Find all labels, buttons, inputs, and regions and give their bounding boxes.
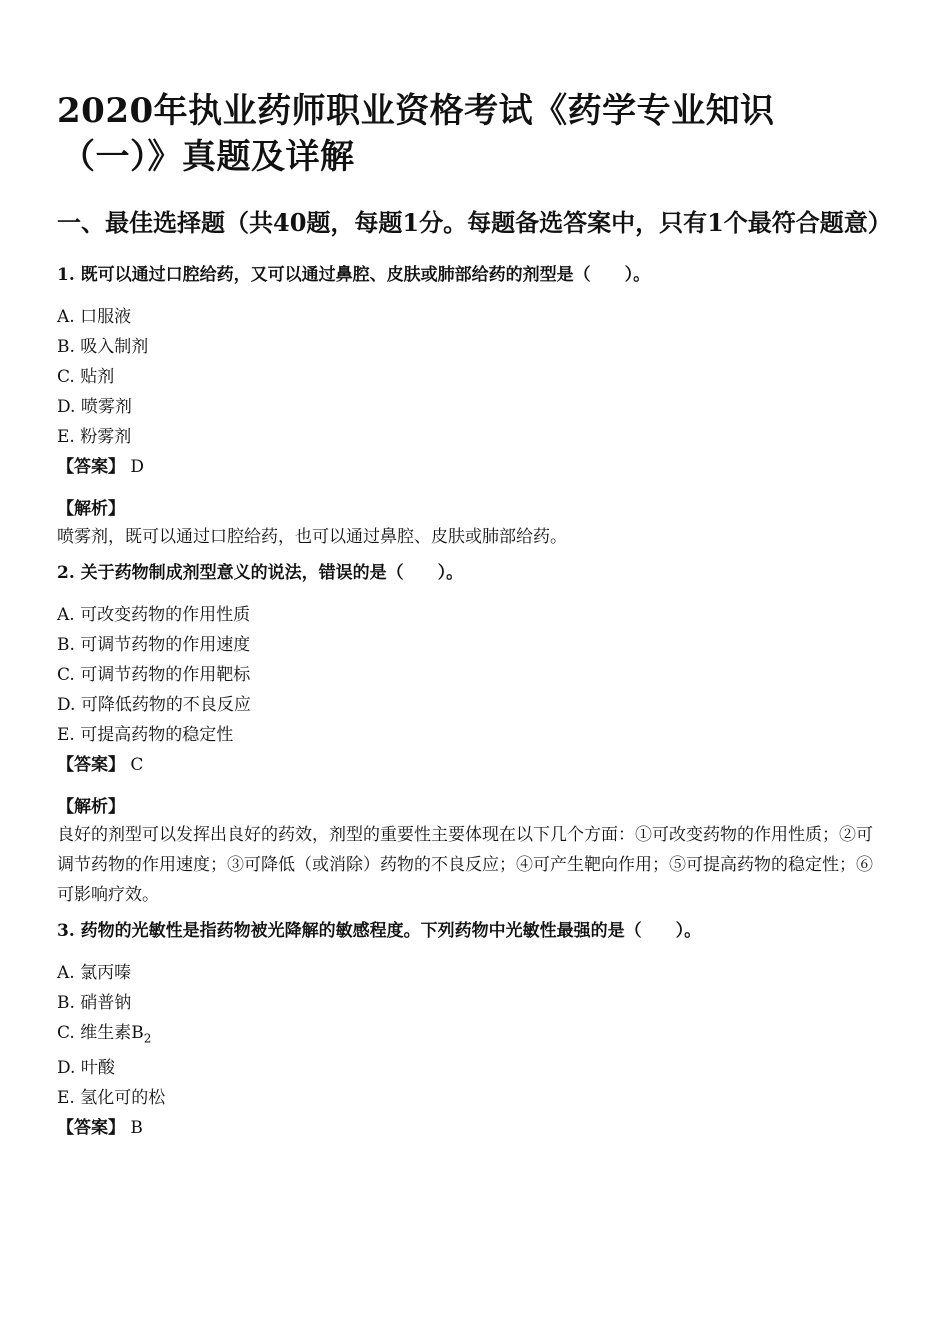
answer — [57, 452, 887, 482]
document-page — [57, 88, 892, 1157]
option-b: B. 吸入制剂 — [57, 337, 149, 357]
analysis-text: 喷雾剂，既可以通过口腔给药，也可以通过鼻腔、皮肤或肺部给药。 — [57, 527, 567, 547]
option-d: D. 喷雾剂 — [57, 397, 132, 417]
option-b: B. 可调节药物的作用速度 — [57, 635, 251, 655]
question-1 — [57, 262, 887, 552]
option-d: D. 可降低药物的不良反应 — [57, 695, 251, 715]
answer — [57, 1113, 887, 1143]
question-stem: 3. 药物的光敏性是指药物被光降解的敏感程度。下列药物中光敏性最强的是（ ）。 — [57, 921, 702, 941]
analysis-label: 【解析】 — [57, 797, 125, 817]
answer-value: C — [130, 755, 144, 775]
option-c-subscript: 2 — [143, 1031, 152, 1046]
analysis-label: 【解析】 — [57, 499, 125, 519]
option-d: D. 叶酸 — [57, 1058, 115, 1079]
option-e: E. 可提高药物的稳定性 — [57, 725, 234, 745]
question-stem: 2. 关于药物制成剂型意义的说法，错误的是（ ）。 — [57, 563, 464, 583]
document-title-line2: （一）》真题及详解 — [61, 137, 355, 177]
option-c: C. 可调节药物的作用靶标 — [57, 665, 251, 685]
section-title: 一、最佳选择题（共40题，每题1分。每题备选答案中，只有1个最符合题意） — [57, 208, 892, 237]
answer-label: 【答案】 — [57, 755, 125, 775]
document-title-line1: 2020年执业药师职业资格考试《药学专业知识 — [57, 91, 775, 131]
answer-label: 【答案】 — [57, 1118, 125, 1139]
option-e: E. 氢化可的松 — [57, 1088, 166, 1109]
answer-value: B — [130, 1118, 143, 1139]
answer — [57, 750, 887, 780]
option-c: C. 贴剂 — [57, 367, 115, 387]
document-title — [57, 88, 887, 180]
question-stem: 1. 既可以通过口腔给药，又可以通过鼻腔、皮肤或肺部给药的剂型是（ ）。 — [57, 265, 651, 285]
option-c — [57, 1018, 887, 1053]
answer-label: 【答案】 — [57, 457, 125, 477]
option-c-text: C. 维生素B — [57, 1023, 144, 1043]
question-2 — [57, 560, 887, 910]
option-e: E. 粉雾剂 — [57, 427, 132, 447]
answer-value: D — [130, 457, 145, 477]
question-3 — [57, 918, 887, 1143]
option-a: A. 氯丙嗪 — [57, 963, 132, 983]
option-a: A. 口服液 — [57, 307, 132, 327]
option-a: A. 可改变药物的作用性质 — [57, 605, 251, 625]
analysis-text: 良好的剂型可以发挥出良好的药效，剂型的重要性主要体现在以下几个方面：①可改变药物的作用性质；②可调节药物的作用速度；③可降低（或消除）药物的不良反应；④可产生靶向作用；⑤可提高药物的稳定性；⑥可影响疗效。 — [57, 825, 873, 905]
option-b: B. 硝普钠 — [57, 993, 132, 1013]
